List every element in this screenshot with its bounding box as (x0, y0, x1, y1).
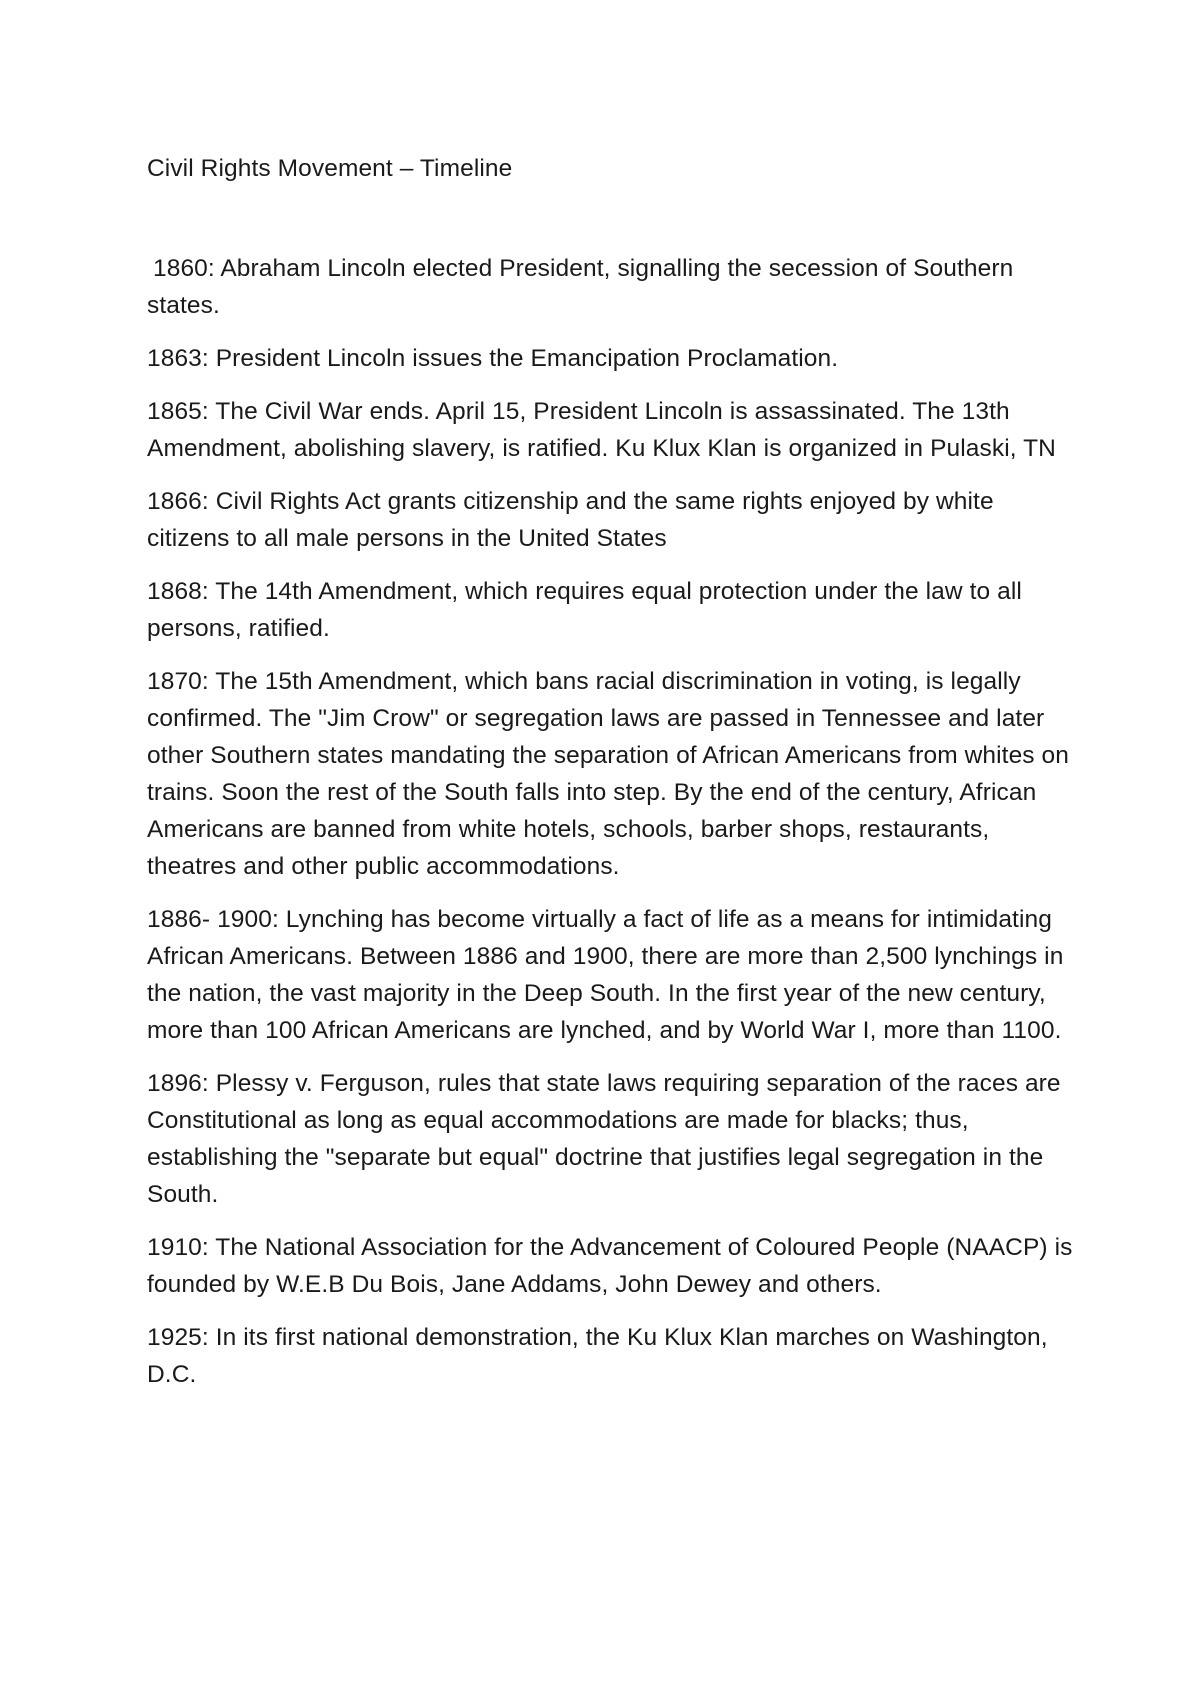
page-title: Civil Rights Movement – Timeline (147, 155, 513, 182)
timeline-entry-1896: 1896: Plessy v. Ferguson, rules that state laws requiring separation of the races are Constitutional as long as equal accommodations are made for blacks; thus, establishing the "separate but equal" doctrine that justifies legal segregation in the South. (147, 1070, 1061, 1208)
timeline-entry-1925: 1925: In its first national demonstration, the Ku Klux Klan marches on Washington, D.C. (147, 1324, 1048, 1388)
timeline-entry-1863: 1863: President Lincoln issues the Emancipation Proclamation. (147, 345, 839, 372)
timeline-entry-1860: 1860: Abraham Lincoln elected President, signalling the secession of Southern states. (147, 255, 1014, 319)
document-body (147, 150, 1077, 1409)
timeline-entry-1910: 1910: The National Association for the Advancement of Coloured People (NAACP) is founded by W.E.B Du Bois, Jane Addams, John Dewey and others. (147, 1234, 1073, 1298)
timeline-entry-1866: 1866: Civil Rights Act grants citizenship and the same rights enjoyed by white citizens to all male persons in the United States (147, 488, 994, 552)
timeline-entry-1886-1900: 1886- 1900: Lynching has become virtually a fact of life as a means for intimidating African Americans. Between 1886 and 1900, there are more than 2,500 lynchings in the nation, the vast majority in the Deep South. In the first year of the new century, more than 100 African Americans are lynched, and by World War I, more than 1100. (147, 906, 1064, 1044)
timeline-entry-1865: 1865: The Civil War ends. April 15, President Lincoln is assassinated. The 13th Amendment, abolishing slavery, is ratified. Ku Klux Klan is organized in Pulaski, TN (147, 398, 1056, 462)
timeline-entry-1868: 1868: The 14th Amendment, which requires equal protection under the law to all persons, ratified. (147, 578, 1022, 642)
timeline-entry-1870: 1870: The 15th Amendment, which bans racial discrimination in voting, is legally confirmed. The "Jim Crow" or segregation laws are passed in Tennessee and later other Southern states mandating the separation of African Americans from whites on trains. Soon the rest of the South falls into step. By the end of the century, African Americans are banned from white hotels, schools, barber shops, restaurants, theatres and other public accommodations. (147, 668, 1070, 880)
